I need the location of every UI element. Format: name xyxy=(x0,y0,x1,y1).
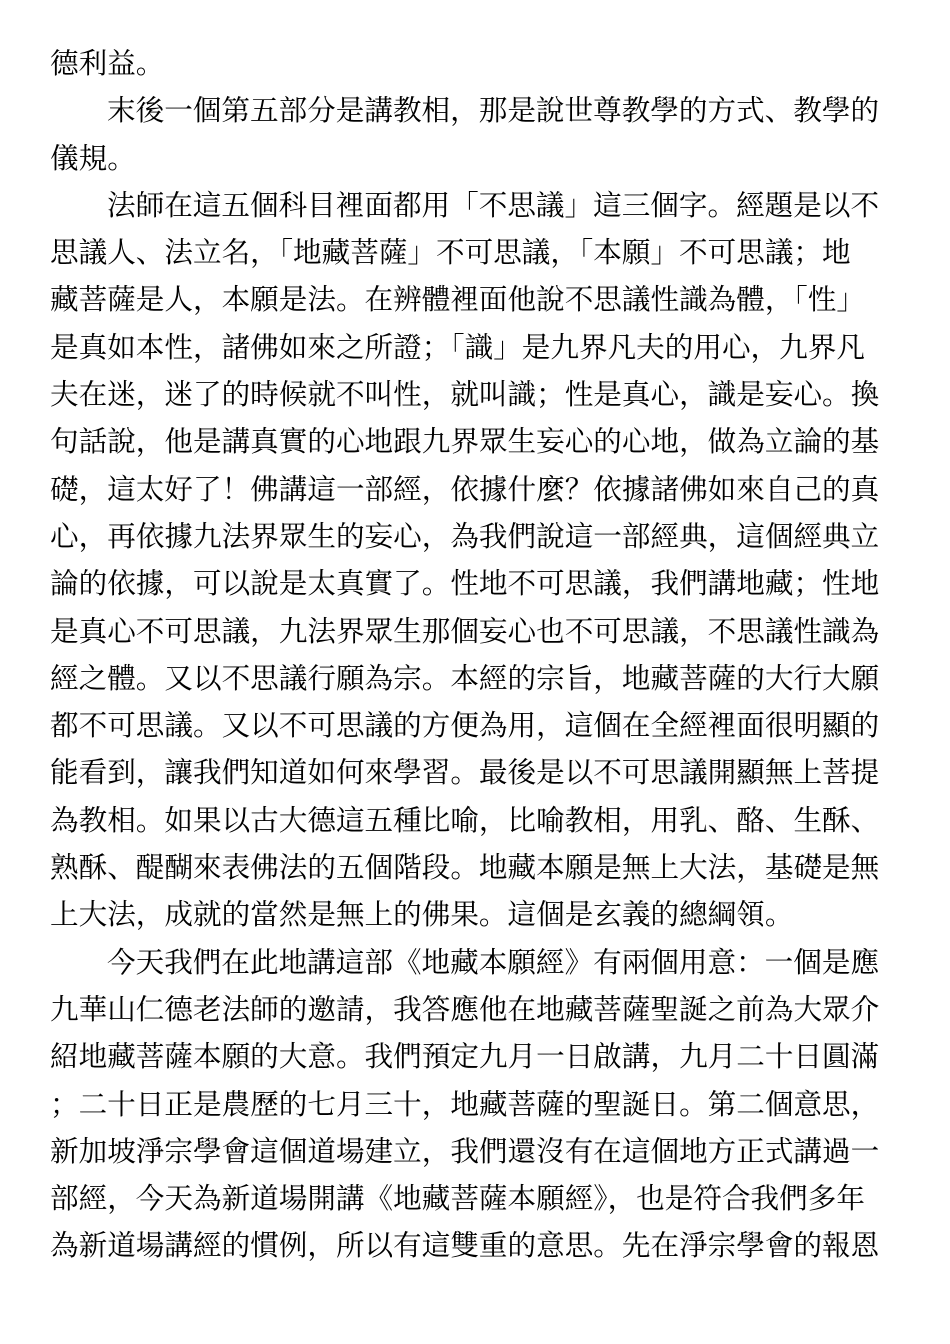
text-line: 經之體。又以不思議行願為宗。本經的宗旨，地藏菩薩的大行大願 xyxy=(50,660,880,695)
text-line: 論的依據，可以說是太真實了。性地不可思議，我們講地藏；性地 xyxy=(50,566,880,601)
text-line: 熟酥、醍醐來表佛法的五個階段。地藏本願是無上大法，基礎是無 xyxy=(50,850,880,885)
text-line: 部經，今天為新道場開講《地藏菩薩本願經》，也是符合我們多年 xyxy=(50,1181,865,1216)
text-line: 九華山仁德老法師的邀請，我答應他在地藏菩薩聖誕之前為大眾介 xyxy=(50,991,880,1026)
text-line: 夫在迷，迷了的時候就不叫性，就叫識；性是真心，識是妄心。換 xyxy=(50,377,880,412)
text-line: 是真如本性，諸佛如來之所證；「識」是九界凡夫的用心，九界凡 xyxy=(50,329,865,364)
text-line: ；二十日正是農歷的七月三十，地藏菩薩的聖誕日。第二個意思， xyxy=(50,1086,880,1121)
text-line: 儀規。 xyxy=(50,140,136,175)
text-line: 為新道場講經的慣例，所以有這雙重的意思。先在淨宗學會的報恩 xyxy=(50,1228,880,1263)
paragraph-start-line: 今天我們在此地講這部《地藏本願經》有兩個用意：一個是應 xyxy=(107,944,880,979)
text-line: 紹地藏菩薩本願的大意。我們預定九月一日啟講，九月二十日圓滿 xyxy=(50,1039,880,1074)
text-line: 新加坡淨宗學會這個道場建立，我們還沒有在這個地方正式講過一 xyxy=(50,1133,880,1168)
paragraph-start-line: 法師在這五個科目裡面都用「不思議」這三個字。經題是以不 xyxy=(107,187,880,222)
document-page xyxy=(50,40,885,1270)
text-line: 藏菩薩是人，本願是法。在辨體裡面他說不思議性識為體，「性」 xyxy=(50,282,865,317)
text-line: 能看到，讓我們知道如何來學習。最後是以不可思議開顯無上菩提 xyxy=(50,755,880,790)
paragraph-start-line: 末後一個第五部分是講教相，那是說世尊教學的方式、教學的 xyxy=(107,93,880,128)
text-line: 上大法，成就的當然是無上的佛果。這個是玄義的總綱領。 xyxy=(50,897,794,932)
text-line: 德利益。 xyxy=(50,46,165,80)
text-line: 為教相。如果以古大德這五種比喻，比喻教相，用乳、酪、生酥、 xyxy=(50,802,880,837)
text-line: 是真心不可思議，九法界眾生那個妄心也不可思議，不思議性識為 xyxy=(50,613,880,648)
text-line: 思議人、法立名，「地藏菩薩」不可思議，「本願」不可思議；地 xyxy=(50,235,851,270)
text-line: 句話說，他是講真實的心地跟九界眾生妄心的心地，做為立論的基 xyxy=(50,424,880,459)
text-line: 礎，這太好了！佛講這一部經，依據什麼？依據諸佛如來自己的真 xyxy=(50,471,880,506)
text-line: 心，再依據九法界眾生的妄心，為我們說這一部經典，這個經典立 xyxy=(50,518,880,553)
text-line: 都不可思議。又以不可思議的方便為用，這個在全經裡面很明顯的 xyxy=(50,708,880,743)
